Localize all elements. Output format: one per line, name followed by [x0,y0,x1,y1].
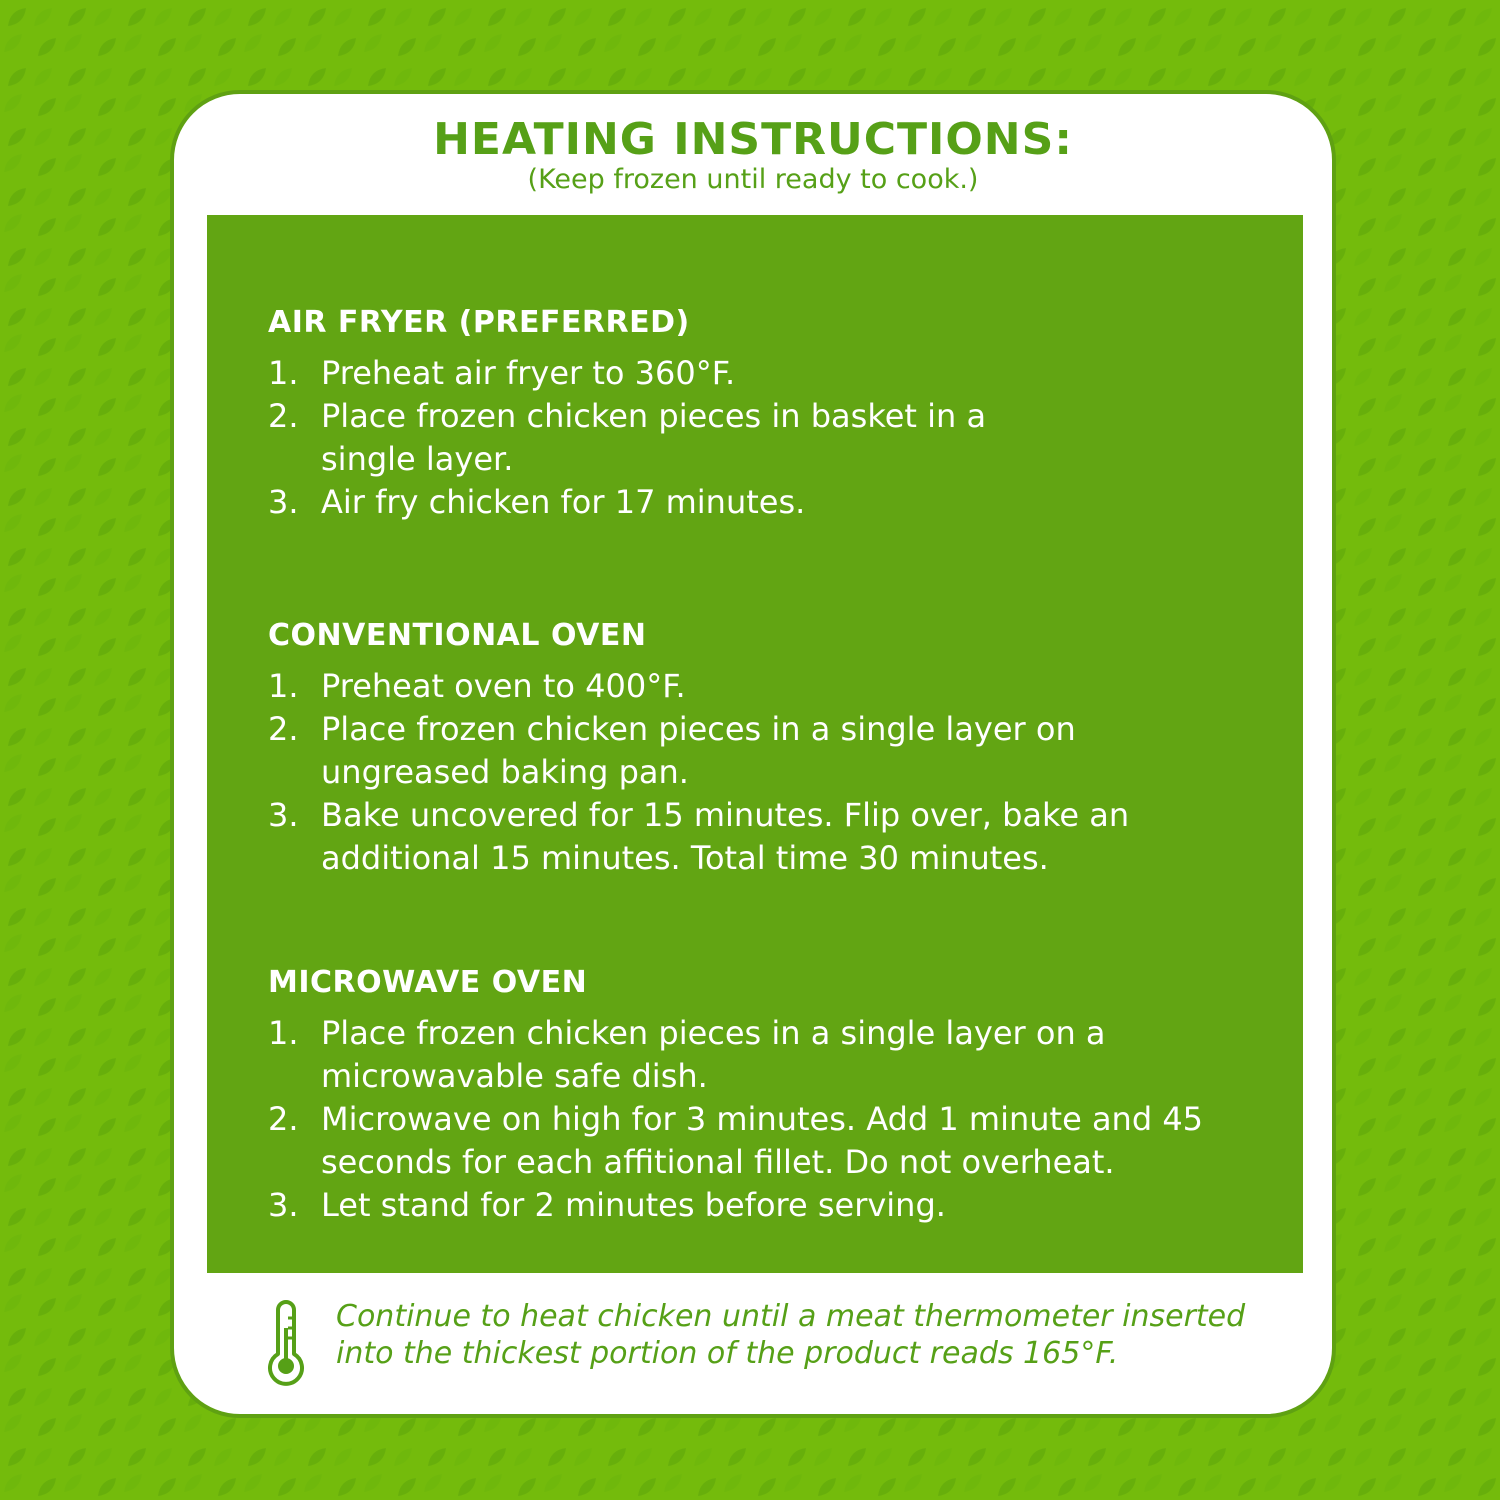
step-item [268,1012,1278,1098]
step-number: 1. [268,667,299,705]
steps-list [268,665,1278,880]
step-text: Air fry chicken for 17 minutes. [321,483,806,521]
step-number: 1. [268,1014,299,1052]
thermometer-note: Continue to heat chicken until a meat thermometer inserted into the thickest portion of the product reads 165°F. [336,1299,1246,1371]
step-number: 3. [268,1186,299,1224]
steps-list [268,352,1278,524]
step-item [268,395,1278,481]
step-item [268,1184,1278,1227]
section-conventional-oven [268,618,1278,880]
step-text: Preheat air fryer to 360°F. [321,354,736,392]
step-item [268,794,1278,880]
step-item [268,665,1278,708]
step-number: 2. [268,1100,299,1138]
instructions-card [170,90,1336,1418]
page-title: HEATING INSTRUCTIONS: [433,114,1073,165]
page-subtitle: (Keep frozen until ready to cook.) [527,164,979,195]
instructions-panel [207,215,1303,1273]
step-number: 2. [268,397,299,435]
section-microwave-oven [268,965,1278,1227]
step-text: Place frozen chicken pieces in a single layer on a microwavable safe dish. [321,1014,1106,1095]
thermometer-icon [263,1300,309,1390]
section-heading: CONVENTIONAL OVEN [268,618,647,653]
section-heading: MICROWAVE OVEN [268,965,588,1000]
step-item [268,481,1278,524]
step-number: 3. [268,483,299,521]
step-item [268,708,1278,794]
step-text: Let stand for 2 minutes before serving. [321,1186,946,1224]
step-number: 2. [268,710,299,748]
step-text: Preheat oven to 400°F. [321,667,686,705]
step-item [268,352,1278,395]
step-item [268,1098,1278,1184]
step-text: Place frozen chicken pieces in a single layer on ungreased baking pan. [321,710,1076,791]
step-text: Microwave on high for 3 minutes. Add 1 minute and 45 seconds for each affitional fillet. Do not overheat. [321,1100,1204,1181]
step-number: 3. [268,796,299,834]
section-air-fryer [268,305,1278,524]
section-heading: AIR FRYER (PREFERRED) [268,305,690,340]
step-text: Bake uncovered for 15 minutes. Flip over, bake an additional 15 minutes. Total time 30 minutes. [321,796,1130,877]
steps-list [268,1012,1278,1227]
step-text: Place frozen chicken pieces in basket in a single layer. [321,397,987,478]
step-number: 1. [268,354,299,392]
